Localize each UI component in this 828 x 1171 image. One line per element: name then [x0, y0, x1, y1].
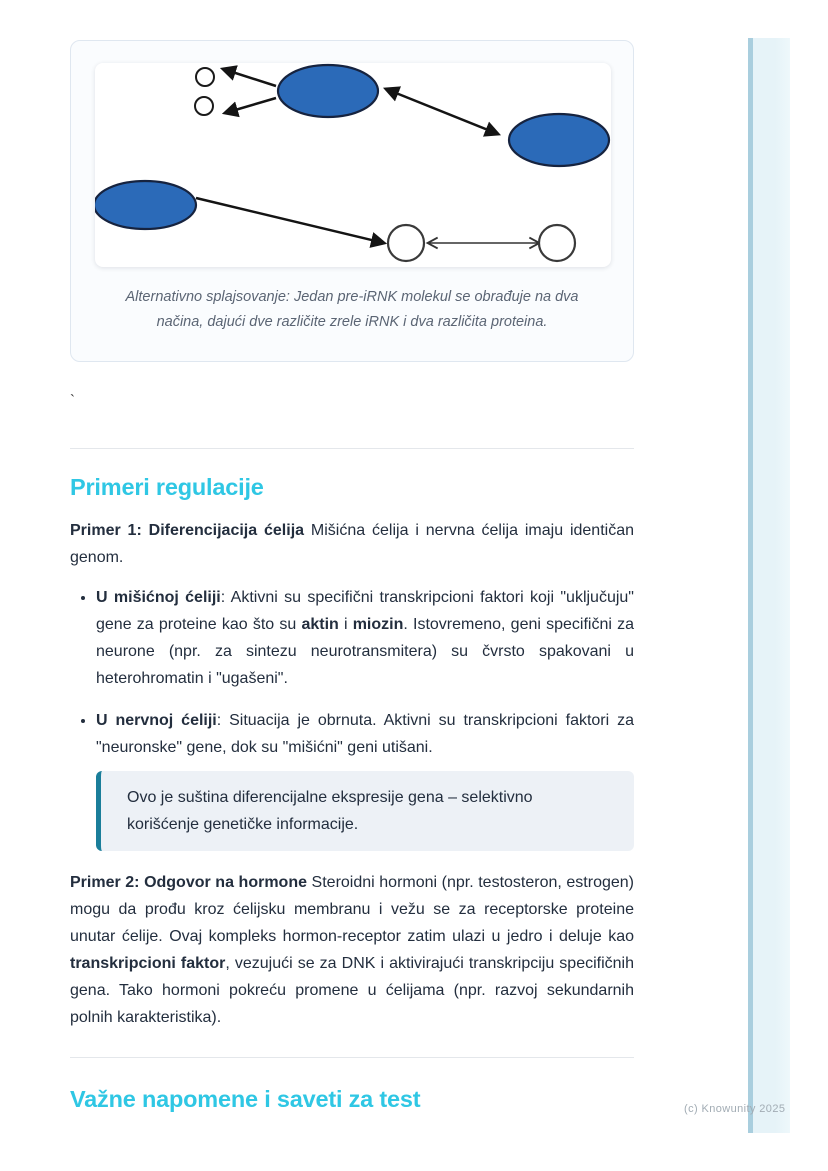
callout-text: Ovo je suština diferencijalne ekspresije gena – selektivno korišćenje genetičke informacije. [127, 789, 533, 833]
figure-caption-text: Alternativno splajsovanje: Jedan pre-iRNK molekul se obrađuje na dva načina, dajući dve različite zrele iRNK i dva različita proteina. [125, 289, 579, 330]
arrow-to-small-circle-1-icon [223, 69, 276, 86]
callout-box [96, 771, 634, 851]
mrna-ellipse-right-icon [509, 114, 609, 166]
knowunity-watermark: (c) Knowunity 2025 [684, 1103, 786, 1115]
figure-card [70, 40, 634, 362]
splicing-diagram-image [95, 63, 611, 267]
paragraph-primer-1: Primer 1: Diferencijacija ćelija Mišićna ćelija i nervna ćelija imaju identičan genom. [70, 522, 634, 566]
protein-circle-left-icon [388, 225, 424, 261]
arrow-to-protein-circle-icon [196, 198, 384, 243]
page-edge-bar [748, 38, 790, 1133]
list-item-nervna-celija: • U nervnoj ćeliji: Situacija je obrnuta. Aktivni su transkripcioni faktori za "neuronske" gene, dok su "mišićni" geni utišani. [96, 707, 634, 761]
section-heading-primeri-regulacije: Primeri regulacije [70, 474, 264, 500]
double-arrow-ellipses-icon [386, 89, 498, 134]
figure-caption [71, 285, 633, 335]
small-circle-2-icon [195, 97, 213, 115]
arrow-to-small-circle-2-icon [225, 98, 276, 113]
divider-top [70, 448, 634, 449]
divider-bottom [70, 1057, 634, 1058]
bullet-list [70, 584, 634, 776]
splicing-diagram-svg [95, 63, 611, 267]
stray-backtick-text: ` [70, 392, 75, 409]
mrna-ellipse-top-icon [278, 65, 378, 117]
list-item-misicna-celija: • U mišićnoj ćeliji: Aktivni su specifični transkripcioni faktori koji "uključuju" gene za proteine kao što su aktin i miozin. Istovremeno, geni specifični za neurone (npr. za sintezu neurotransmitera) su čvrsto spakovani u heterohromatin i "ugašeni". [96, 584, 634, 692]
paragraph-primer-2: Primer 2: Odgovor na hormone Steroidni hormoni (npr. testosteron, estrogen) mogu da prođu kroz ćelijsku membranu i vežu se za receptorske proteine unutar ćelije. Ovaj kompleks hormon-receptor zatim ulazi u jedro i deluje kao transkripcioni faktor, vezujući se za DNK i aktivirajući transkripciju specifičnih gena. Tako hormoni pokreću promene u ćelijama (npr. razvoj sekundarnih polnih karakteristika). [70, 874, 634, 1026]
protein-circle-right-icon [539, 225, 575, 261]
mrna-ellipse-left-icon [95, 181, 196, 229]
small-circle-1-icon [196, 68, 214, 86]
section-heading-vazne-napomene: Važne napomene i saveti za test [70, 1086, 421, 1112]
